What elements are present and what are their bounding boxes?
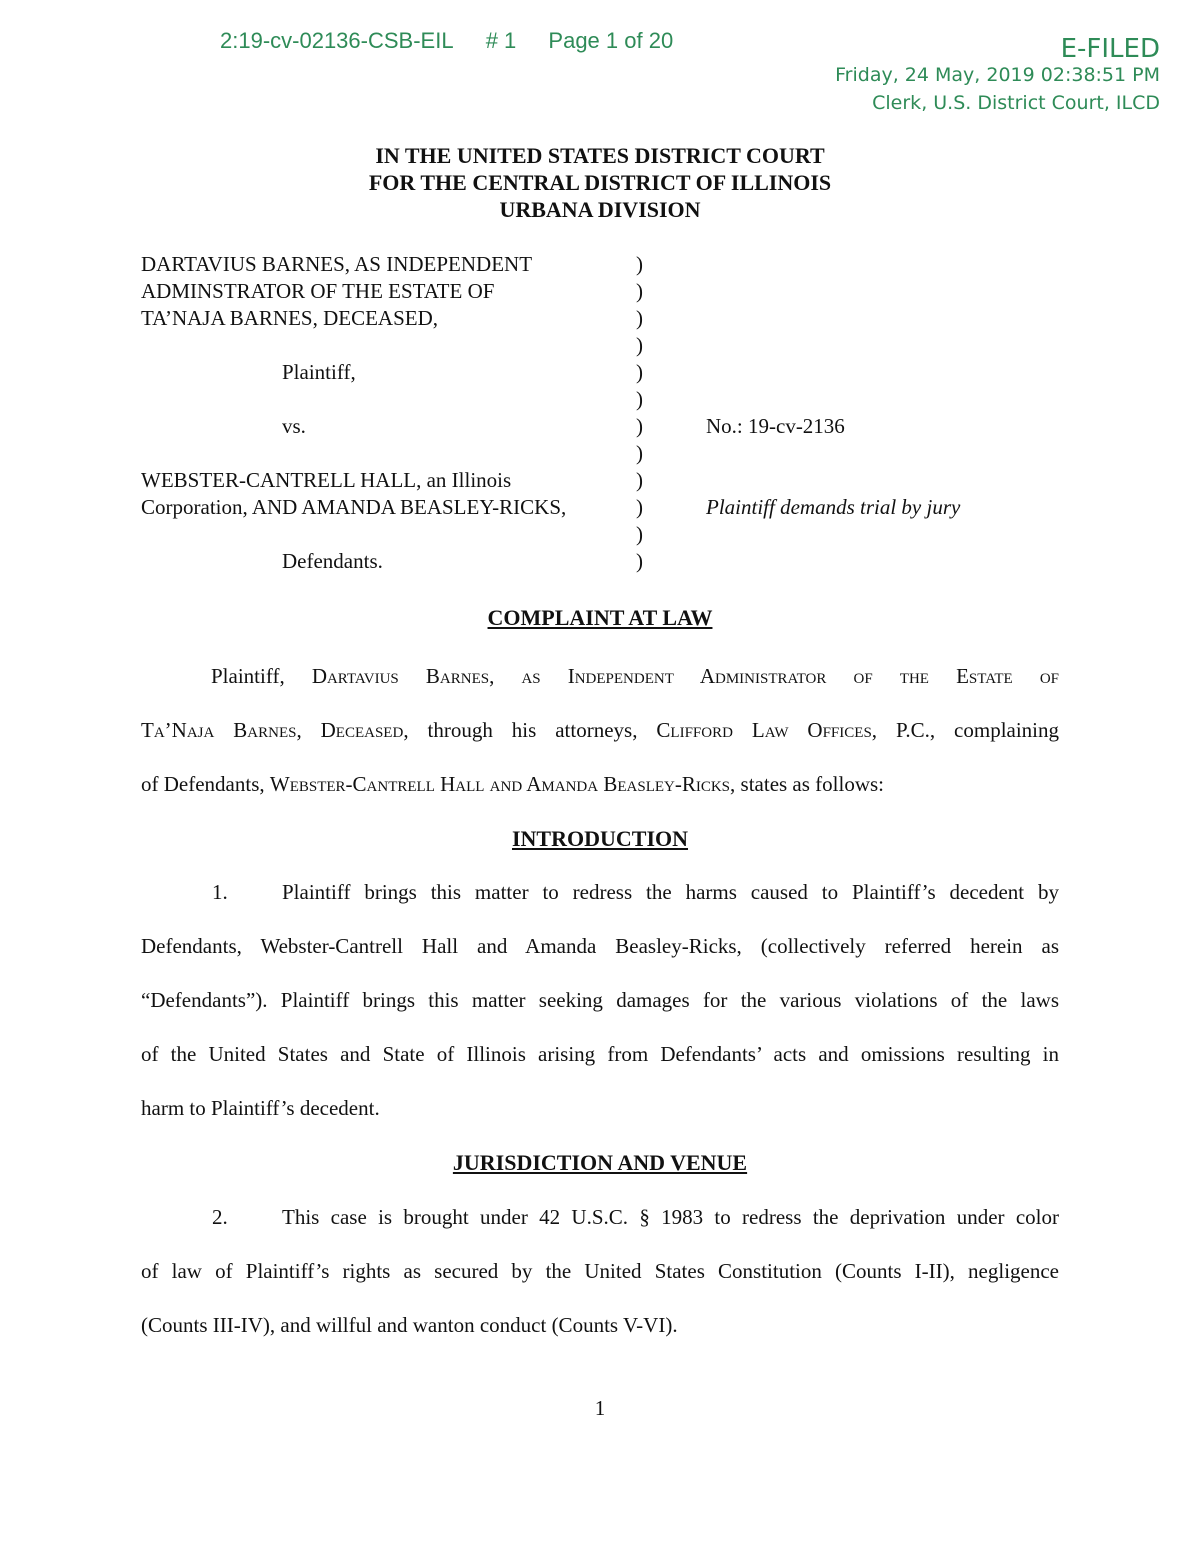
case-number-label: No.: 19-cv-2136 [706,414,845,438]
paragraph1-line5: harm to Plaintiff’s decedent. [141,1096,380,1120]
caption-paren: ) [636,522,643,546]
versus-label: vs. [282,414,306,438]
case-stamp [220,28,699,54]
paragraph2-line3: (Counts III-IV), and willful and wanton conduct (Counts V-VI). [141,1313,678,1337]
jury-demand: Plaintiff demands trial by jury [706,495,961,519]
complaint-title: COMPLAINT AT LAW [487,605,713,630]
paragraph2-line1: This case is brought under 42 U.S.C. § 1983 to redress the deprivation under color [282,1205,1059,1229]
page-number: 1 [594,1396,606,1420]
paragraph2-line2: of law of Plaintiff’s rights as secured by the United States Constitution (Counts I-II), negligence [141,1259,1059,1283]
paragraph-number: 2. [212,1205,228,1229]
introduction-title: INTRODUCTION [511,826,689,851]
efiled-date: Friday, 24 May, 2019 02:38:51 PM [835,64,1160,86]
defendant-name-line2: Corporation, AND AMANDA BEASLEY-RICKS, [141,495,567,519]
paragraph1-line2: Defendants, Webster-Cantrell Hall and Amanda Beasley-Ricks, (collectively referred herein as [141,934,1059,958]
caption-paren: ) [636,279,643,303]
plaintiff-label: Plaintiff, [282,360,356,384]
caption-paren: ) [636,549,643,573]
caption-paren: ) [636,333,643,357]
efiled-clerk: Clerk, U.S. District Court, ILCD [872,92,1160,114]
court-heading-line2: FOR THE CENTRAL DISTRICT OF ILLINOIS [368,170,832,195]
caption-paren: ) [636,387,643,411]
page-info: Page 1 of 20 [548,28,674,53]
complaint-intro-line1: Plaintiff, Dartavius Barnes, as Independent Administrator of the Estate of [211,664,1059,688]
paragraph1-line1: Plaintiff brings this matter to redress the harms caused to Plaintiff’s decedent by [282,880,1059,904]
jurisdiction-title: JURISDICTION AND VENUE [452,1150,748,1175]
paragraph1-line4: of the United States and State of Illinois arising from Defendants’ acts and omissions resulting in [141,1042,1059,1066]
caption-paren: ) [636,360,643,384]
caption-paren: ) [636,414,643,438]
defendant-name-line1: WEBSTER-CANTRELL HALL, an Illinois [141,468,512,492]
paragraph1-line3: “Defendants”). Plaintiff brings this matter seeking damages for the various violations of the laws [141,988,1059,1012]
court-heading-line3: URBANA DIVISION [499,197,701,222]
complaint-intro-line3: of Defendants, Webster-Cantrell Hall and Amanda Beasley-Ricks, states as follows: [141,772,885,796]
plaintiff-name-line2: ADMINSTRATOR OF THE ESTATE OF [141,279,495,303]
caption-paren: ) [636,252,643,276]
court-heading-line1: IN THE UNITED STATES DISTRICT COURT [375,143,825,168]
caption-paren: ) [636,468,643,492]
paragraph-number: 1. [212,880,228,904]
defendant-label: Defendants. [282,549,383,573]
caption-paren: ) [636,495,643,519]
efiled-label: E-FILED [1060,34,1160,64]
plaintiff-name-line1: DARTAVIUS BARNES, AS INDEPENDENT [141,252,533,276]
caption-paren: ) [636,441,643,465]
case-number: 2:19-cv-02136-CSB-EIL [220,28,454,53]
caption-paren: ) [636,306,643,330]
plaintiff-name-line3: TA’NAJA BARNES, DECEASED, [141,306,439,330]
complaint-intro-line2: Ta’Naja Barnes, Deceased, through his attorneys, Clifford Law Offices, P.C., complaining [141,718,1060,742]
document-number: # 1 [485,28,517,53]
